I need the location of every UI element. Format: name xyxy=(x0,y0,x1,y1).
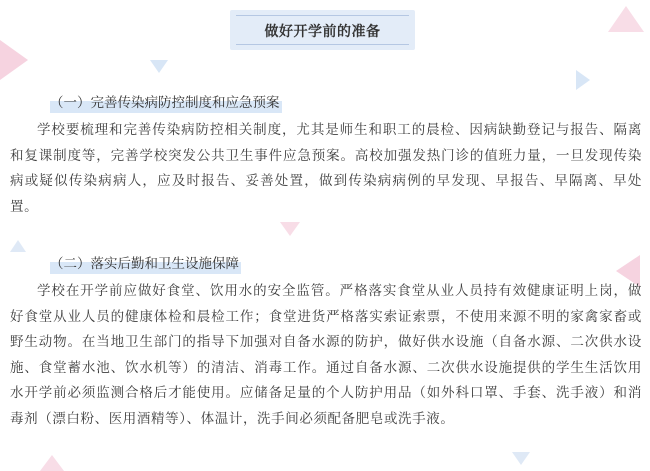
section-heading-1: （一）完善传染病防控制度和应急预案 xyxy=(50,95,280,111)
title-banner xyxy=(230,10,415,50)
decorative-triangle xyxy=(576,70,590,90)
decorative-triangle xyxy=(10,240,26,252)
decorative-triangle xyxy=(0,40,28,80)
title-rule-top xyxy=(236,15,409,16)
decorative-triangle xyxy=(608,6,644,32)
decorative-triangle xyxy=(40,455,64,471)
decorative-triangle xyxy=(150,60,168,73)
decorative-triangle xyxy=(280,222,300,236)
decorative-triangle xyxy=(512,452,530,465)
title-rule-bottom xyxy=(236,44,409,45)
section-body-1: 学校要梳理和完善传染病防控相关制度，尤其是师生和职工的晨检、因病缺勤登记与报告、隔离和复课制度等，完善学校突发公共卫生事件应急预案。高校加强发热门诊的值班力量，一旦发现传染病或疑似传染病病人，应及时报告、妥善处置，做到传染病病例的早发现、早报告、早隔离、早处置。 xyxy=(10,122,642,215)
page-title: 做好开学前的准备 xyxy=(264,24,381,40)
section-body-2: 学校在开学前应做好食堂、饮用水的安全监管。严格落实食堂从业人员持有效健康证明上岗，做好食堂从业人员的健康体检和晨检工作；食堂进货严格落实索证索票，不使用来源不明的家禽家畜或野生动物。在当地卫生部门的指导下加强对自备水源的防护，做好供水设施（自备水源、二次供水设施、食堂蓄水池、饮水机等）的清洁、消毒工作。通过自备水源、二次供水设施提供的学生生活饮用水开学前必须监测合格后才能使用。应储备足量的个人防护用品（如外科口罩、手套、洗手液）和消毒剂（漂白粉、医用酒精等）、体温计，洗手间必须配备肥皂或洗手液。 xyxy=(10,283,642,427)
section-heading-2: （二）落实后勤和卫生设施保障 xyxy=(50,256,239,272)
